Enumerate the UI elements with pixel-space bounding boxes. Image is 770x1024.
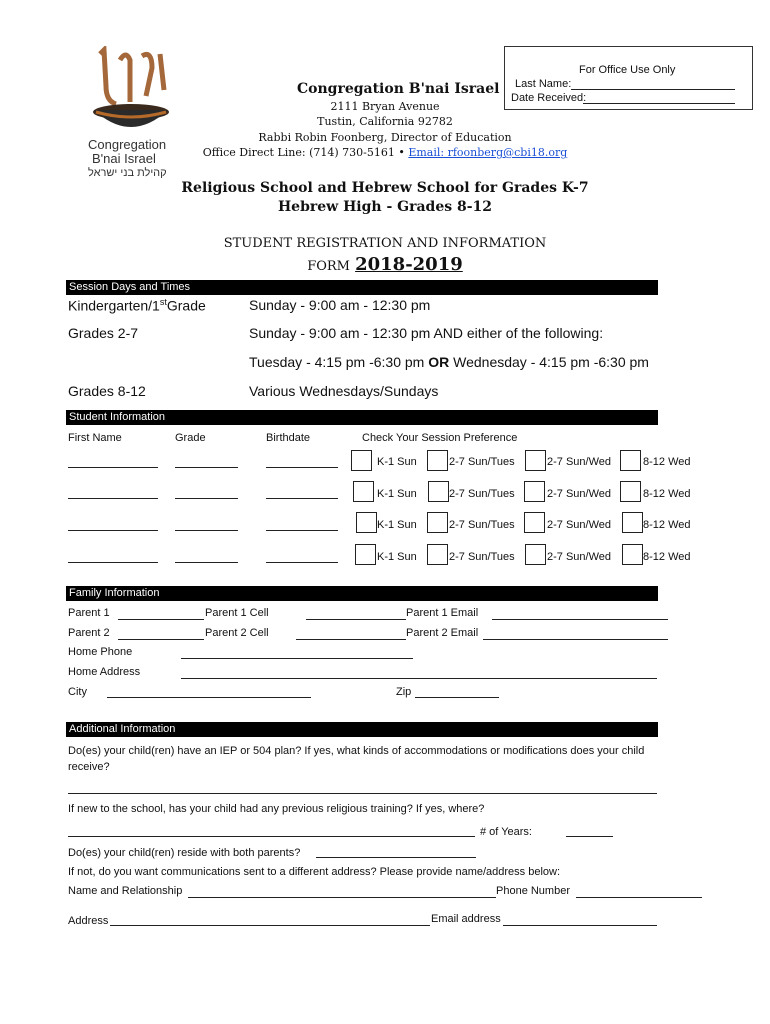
zip-label: Zip [396,686,412,698]
parent1-field[interactable] [118,619,204,620]
name-relationship-label: Name and Relationship [68,885,183,897]
checkbox-2-7-sun-wed[interactable] [524,481,545,502]
checkbox-2-7-sun-tues[interactable] [427,450,448,471]
office-use-title: For Office Use Only [579,64,676,76]
sessions-header: Session Days and Times [66,280,658,295]
grade-field[interactable] [175,562,238,563]
option-8-12-wed: 8-12 Wed [643,551,691,563]
home-address-field[interactable] [181,678,657,679]
parent2-cell-field[interactable] [296,639,406,640]
form-year: 2018-2019 [355,254,463,275]
org-address1: 2111 Bryan Avenue [330,100,440,113]
option-k1-sun: K-1 Sun [377,488,417,500]
checkbox-2-7-sun-tues[interactable] [428,481,449,502]
years-label: # of Years: [480,826,532,838]
form-year-line [0,254,770,275]
birthdate-field[interactable] [266,562,338,563]
home-address-label: Home Address [68,666,141,678]
first-name-field[interactable] [68,530,158,531]
form-prefix: FORM [307,259,350,274]
title-line2: Hebrew High - Grades 8-12 [277,199,493,215]
option-k1-sun: K-1 Sun [377,456,417,468]
checkbox-2-7-sun-wed[interactable] [525,450,546,471]
parent2-label: Parent 2 [68,627,110,639]
family-header: Family Information [66,586,658,601]
session-time-weekday: Tuesday - 4:15 pm -6:30 pm OR Wednesday - 4:15 pm -6:30 pm [249,354,649,370]
option-2-7-sun-tues: 2-7 Sun/Tues [449,551,515,563]
parents-question: Do(es) your child(ren) reside with both parents? [68,847,301,859]
checkbox-8-12-wed[interactable] [620,450,641,471]
option-2-7-sun-tues: 2-7 Sun/Tues [449,488,515,500]
student-header: Student Information [66,410,658,425]
session-grade-2-7: Grades 2-7 [68,325,139,341]
option-8-12-wed: 8-12 Wed [643,488,691,500]
address-field[interactable] [110,925,430,926]
option-k1-sun: K-1 Sun [377,551,417,563]
option-2-7-sun-wed: 2-7 Sun/Wed [547,456,612,468]
option-2-7-sun-wed: 2-7 Sun/Wed [547,488,612,500]
email-address-field[interactable] [503,925,657,926]
col-birthdate: Birthdate [266,432,311,444]
session-time-k1: Sunday - 9:00 am - 12:30 pm [249,297,431,313]
option-2-7-sun-wed: 2-7 Sun/Wed [547,551,612,563]
iep-question: Do(es) your child(ren) have an IEP or 504 plan? If yes, what kinds of accommodations or modifications does your child receive? [68,745,645,773]
parent1-email-field[interactable] [492,619,668,620]
parent1-email-label: Parent 1 Email [406,607,479,619]
session-grade-k1: Kindergarten/1stGrade [68,297,206,314]
col-first-name: First Name [68,432,122,444]
col-grade: Grade [175,432,206,444]
parent1-cell-label: Parent 1 Cell [205,607,269,619]
first-name-field[interactable] [68,467,158,468]
option-8-12-wed: 8-12 Wed [643,519,691,531]
iep-answer-field[interactable] [68,793,657,794]
checkbox-2-7-sun-wed[interactable] [524,512,545,533]
date-received-label: Date Received: [511,92,587,104]
grade-field[interactable] [175,530,238,531]
checkbox-8-12-wed[interactable] [620,481,641,502]
checkbox-k1-sun[interactable] [356,512,377,533]
checkbox-2-7-sun-tues[interactable] [427,544,448,565]
email-link[interactable]: Email: rfoonberg@cbi18.org [408,146,568,159]
parents-answer-field[interactable] [316,857,476,858]
birthdate-field[interactable] [266,530,338,531]
home-phone-label: Home Phone [68,646,133,658]
parent1-cell-field[interactable] [306,619,406,620]
option-8-12-wed: 8-12 Wed [643,456,691,468]
training-answer-field[interactable] [68,836,475,837]
address-label: Address [68,915,109,927]
col-session-pref: Check Your Session Preference [362,432,518,444]
city-label: City [68,686,87,698]
parent1-label: Parent 1 [68,607,110,619]
checkbox-k1-sun[interactable] [351,450,372,471]
checkbox-k1-sun[interactable] [353,481,374,502]
additional-header: Additional Information [66,722,658,737]
grade-field[interactable] [175,467,238,468]
last-name-label: Last Name: [515,78,572,90]
office-phone: Office Direct Line: (714) 730-5161 • [202,146,405,159]
checkbox-8-12-wed[interactable] [622,512,643,533]
parent2-field[interactable] [118,639,204,640]
org-address2: Tustin, California 92782 [317,115,453,128]
form-title: STUDENT REGISTRATION AND INFORMATION [223,236,547,251]
parent2-email-field[interactable] [483,639,668,640]
address-question: If not, do you want communications sent to a different address? Please provide name/address below: [68,866,561,878]
checkbox-2-7-sun-tues[interactable] [427,512,448,533]
birthdate-field[interactable] [266,467,338,468]
home-phone-field[interactable] [181,658,413,659]
phone-number-field[interactable] [576,897,702,898]
title-line1: Religious School and Hebrew School for Grades K-7 [181,180,589,196]
option-2-7-sun-wed: 2-7 Sun/Wed [547,519,612,531]
logo-hebrew: קהילת בני ישראל [88,167,167,179]
checkbox-8-12-wed[interactable] [622,544,643,565]
org-contact [0,146,770,159]
option-2-7-sun-tues: 2-7 Sun/Tues [449,456,515,468]
org-director: Rabbi Robin Foonberg, Director of Education [258,131,512,144]
session-grade-8-12: Grades 8-12 [68,383,146,399]
name-relationship-field[interactable] [188,897,496,898]
city-field[interactable] [107,697,311,698]
option-2-7-sun-tues: 2-7 Sun/Tues [449,519,515,531]
logo-line1: Congregation [88,137,167,152]
birthdate-field[interactable] [266,498,338,499]
logo-line2: B'nai Israel [92,151,156,166]
email-address-label: Email address [431,913,501,925]
session-time-8-12: Various Wednesdays/Sundays [249,383,439,399]
first-name-field[interactable] [68,498,158,499]
zip-field[interactable] [415,697,499,698]
parent2-cell-label: Parent 2 Cell [205,627,269,639]
session-time-2-7: Sunday - 9:00 am - 12:30 pm AND either of the following: [249,325,604,341]
org-name: Congregation B'nai Israel [297,81,500,97]
training-question: If new to the school, has your child had any previous religious training? If yes, where? [68,803,485,815]
phone-number-label: Phone Number [496,885,570,897]
parent2-email-label: Parent 2 Email [406,627,479,639]
last-name-field[interactable] [571,89,735,90]
checkbox-2-7-sun-wed[interactable] [525,544,546,565]
option-k1-sun: K-1 Sun [377,519,417,531]
first-name-field[interactable] [68,562,158,563]
years-field[interactable] [566,836,613,837]
grade-field[interactable] [175,498,238,499]
checkbox-k1-sun[interactable] [355,544,376,565]
